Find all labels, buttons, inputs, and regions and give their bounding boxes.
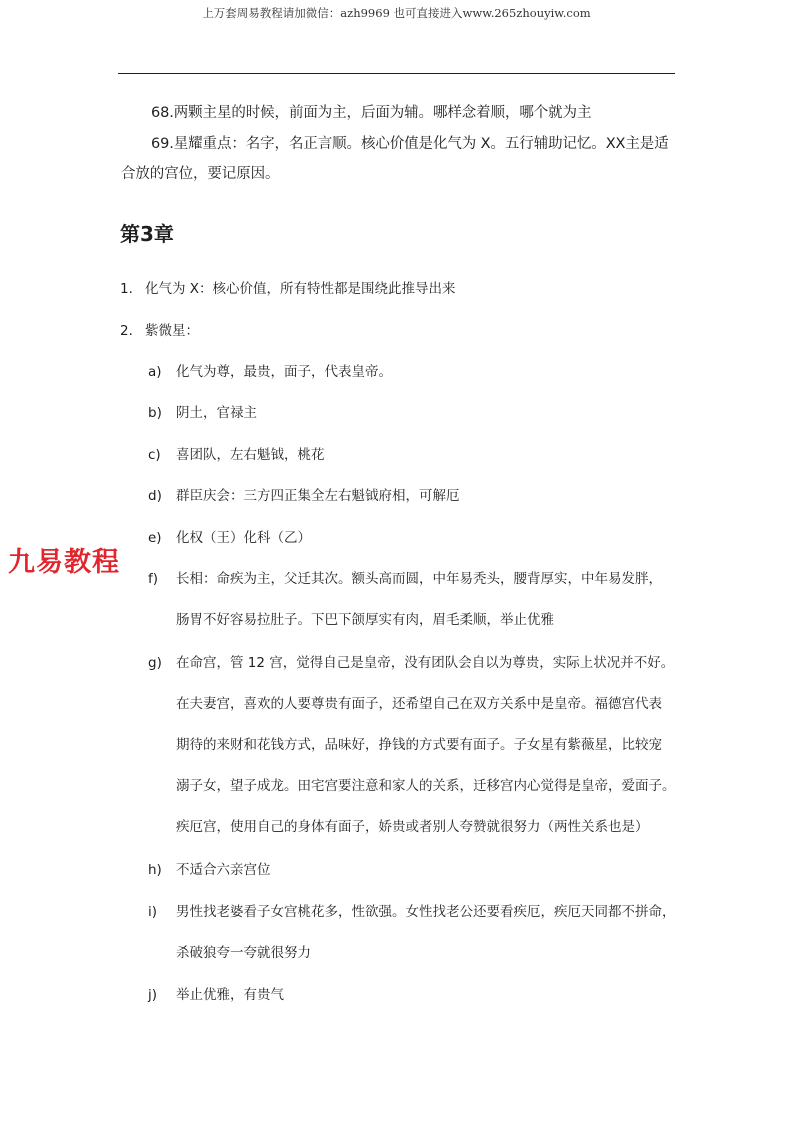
paragraph-68: 68.两颗主星的时候，前面为主，后面为辅。哪样念着顺，哪个就为主 bbox=[151, 105, 592, 121]
sublist-item-text: 在命宫，管 12 宫，觉得自己是皇帝，没有团队会自以为尊贵，实际上状况并不好。 bbox=[176, 655, 675, 671]
sublist-item-text: 不适合六亲宫位 bbox=[176, 862, 271, 878]
list-item-number: 2. bbox=[120, 323, 133, 339]
sublist-item-letter: h) bbox=[148, 862, 162, 878]
sublist-item-text: 溺子女，望子成龙。田宅宫要注意和家人的关系，迁移宫内心觉得是皇帝，爱面子。 bbox=[176, 778, 676, 794]
sublist-item-text: 疾厄宫，使用自己的身体有面子，娇贵或者别人夸赞就很努力（两性关系也是） bbox=[176, 819, 649, 835]
sublist-item-text: 举止优雅，有贵气 bbox=[176, 987, 284, 1003]
header-divider bbox=[118, 73, 675, 74]
sublist-item-text: 喜团队，左右魁钺，桃花 bbox=[176, 447, 325, 463]
sublist-item-letter: d) bbox=[148, 488, 162, 504]
sublist-item-letter: c) bbox=[148, 447, 161, 463]
sublist-item-text: 化权（王）化科（乙） bbox=[176, 530, 311, 546]
sublist-item-text: 化气为尊，最贵，面子，代表皇帝。 bbox=[176, 364, 392, 380]
sublist-item-text: 期待的来财和花钱方式，品味好，挣钱的方式要有面子。子女星有紫薇星，比较宠 bbox=[176, 737, 662, 753]
page-header-text: 上万套周易教程请加微信：azh9969 也可直接进入www.265zhouyiw.com bbox=[202, 6, 591, 20]
sublist-item-text: 杀破狼夸一夸就很努力 bbox=[176, 945, 311, 961]
sublist-item-text: 在夫妻宫，喜欢的人要尊贵有面子，还希望自己在双方关系中是皇帝。福德宫代表 bbox=[176, 696, 662, 712]
sublist-item-letter: g) bbox=[148, 655, 162, 671]
sublist-item-letter: b) bbox=[148, 405, 162, 421]
sublist-item-text: 阴土，官禄主 bbox=[176, 405, 257, 421]
watermark-logo: 九易教程 bbox=[8, 547, 120, 578]
sublist-item-text: 男性找老婆看子女宫桃花多，性欲强。女性找老公还要看疾厄，疾厄天同都不拼命， bbox=[176, 904, 676, 920]
sublist-item-letter: e) bbox=[148, 530, 162, 546]
sublist-item-text: 长相：命疾为主，父迁其次。额头高而圆，中年易秃头，腰背厚实，中年易发胖， bbox=[176, 571, 662, 587]
list-item-text: 化气为 X：核心价值，所有特性都是围绕此推导出来 bbox=[145, 281, 456, 297]
sublist-item-letter: a) bbox=[148, 364, 162, 380]
sublist-item-letter: f) bbox=[148, 571, 159, 587]
sublist-item-text: 群臣庆会：三方四正集全左右魁钺府相，可解厄 bbox=[176, 488, 460, 504]
chapter-title: 第3章 bbox=[120, 222, 174, 246]
paragraph-69: 69.星耀重点：名字，名正言顺。核心价值是化气为 X。五行辅助记忆。XX主是适合放的宫位，要记原因。 bbox=[121, 136, 669, 182]
sublist-item-letter: j) bbox=[148, 987, 158, 1003]
sublist-item-letter: i) bbox=[148, 904, 158, 920]
sublist-item-text: 肠胃不好容易拉肚子。下巴下颌厚实有肉，眉毛柔顺，举止优雅 bbox=[176, 612, 554, 628]
list-item-number: 1. bbox=[120, 281, 133, 297]
list-item-text: 紫微星： bbox=[145, 323, 199, 339]
